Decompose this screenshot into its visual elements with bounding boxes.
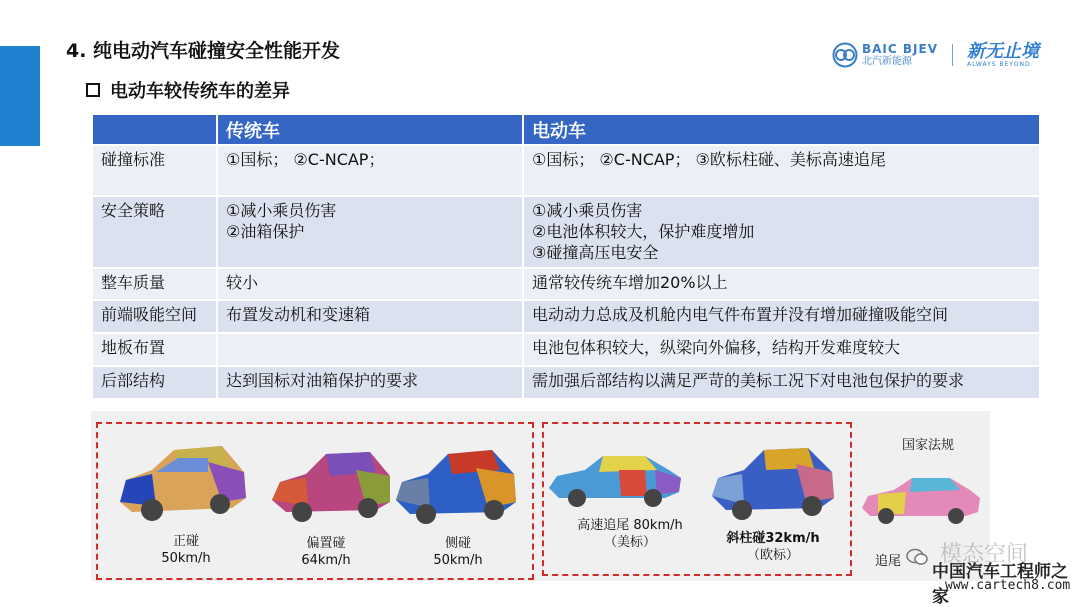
watermark-cn: 中国汽车工程师之家 [932, 562, 1068, 607]
offset-crash-caption [286, 535, 366, 569]
front-crash-car-image [112, 432, 252, 527]
table-row [92, 333, 1040, 366]
slogan-cn: 新无止境 [966, 40, 1039, 62]
front-crash-caption [146, 533, 226, 567]
traditional-cell [217, 333, 523, 366]
watermark-ghost-text: 模态空间 [940, 542, 1029, 567]
side-accent-bar [0, 46, 40, 146]
header-empty [92, 114, 217, 145]
table-row [92, 196, 1040, 268]
traditional-cell: ①国标； ②C-NCAP； [217, 145, 523, 196]
table-row [92, 300, 1040, 333]
side-crash-caption [418, 535, 498, 569]
table-header-row [92, 114, 1040, 145]
watermark-url: www.cartech8.com [945, 578, 1071, 593]
row-label: 碰撞标准 [92, 145, 217, 196]
row-label: 后部结构 [92, 366, 217, 399]
header-traditional: 传统车 [217, 114, 523, 145]
slogan-en: ALWAYS BEYOND [966, 60, 1031, 68]
wechat-icon [906, 548, 928, 566]
checkbox-bullet-icon [86, 83, 100, 97]
brand-logo [832, 40, 1039, 70]
brand-text [862, 43, 938, 67]
table-row [92, 145, 1040, 196]
rear-crash-line1: 高速追尾 80km/h [577, 518, 683, 533]
row-label: 整车质量 [92, 268, 217, 300]
pole-crash-car-image [708, 438, 838, 526]
electric-cell: 电动动力总成及机舱内电气件布置并没有增加碰撞吸能空间 [523, 300, 1040, 333]
subtitle-text: 电动车较传统车的差异 [110, 81, 290, 102]
traditional-cell: ①减小乘员伤害 ②油箱保护 [217, 196, 523, 268]
electric-cell: 通常较传统车增加20%以上 [523, 268, 1040, 300]
pole-crash-line2: （欧标） [746, 548, 799, 563]
electric-cell: ①减小乘员伤害 ②电池体积较大，保护难度增加 ③碰撞高压电安全 [523, 196, 1040, 268]
traditional-cell: 布置发动机和变速箱 [217, 300, 523, 333]
front-crash-name: 正碰 [172, 534, 199, 549]
baic-emblem-icon [832, 42, 858, 68]
table-row [92, 366, 1040, 399]
offset-crash-name: 偏置碰 [306, 536, 346, 551]
slogan [966, 40, 1039, 68]
logo-divider [952, 44, 953, 66]
rear-crash-line2: （美标） [603, 535, 656, 550]
row-label: 地板布置 [92, 333, 217, 366]
header-electric: 电动车 [523, 114, 1040, 145]
row-label: 前端吸能空间 [92, 300, 217, 333]
brand-cn: 北汽新能源 [862, 56, 912, 67]
row-label: 安全策略 [92, 196, 217, 268]
brand-en: BAIC BJEV [862, 42, 938, 56]
side-crash-name: 侧碰 [444, 536, 471, 551]
side-crash-speed: 50km/h [433, 553, 483, 568]
pole-crash-caption [708, 530, 838, 564]
front-crash-speed: 50km/h [161, 551, 211, 566]
offset-crash-speed: 64km/h [301, 553, 351, 568]
national-label: 国家法规 [901, 438, 954, 453]
pole-crash-line1: 斜柱碰32km/h [726, 531, 820, 546]
page-title: 4. 纯电动汽车碰撞安全性能开发 [66, 40, 341, 62]
offset-crash-car-image [266, 440, 396, 530]
electric-cell: ①国标； ②C-NCAP； ③欧标柱碰、美标高速追尾 [523, 145, 1040, 196]
traditional-cell: 达到国标对油箱保护的要求 [217, 366, 523, 399]
table-row [92, 268, 1040, 300]
electric-cell: 电池包体积较大，纵梁向外偏移，结构开发难度较大 [523, 333, 1040, 366]
national-rear-car-image [858, 470, 984, 530]
rear-crash-caption [560, 517, 700, 551]
side-crash-car-image [392, 440, 520, 532]
section-subtitle [86, 77, 290, 103]
electric-cell: 需加强后部结构以满足严苛的美标工况下对电池包保护的要求 [523, 366, 1040, 399]
traditional-cell: 较小 [217, 268, 523, 300]
comparison-table [91, 113, 1041, 400]
partial-rear-label: 追尾 [874, 554, 901, 569]
rear-crash-car-image [545, 448, 685, 512]
